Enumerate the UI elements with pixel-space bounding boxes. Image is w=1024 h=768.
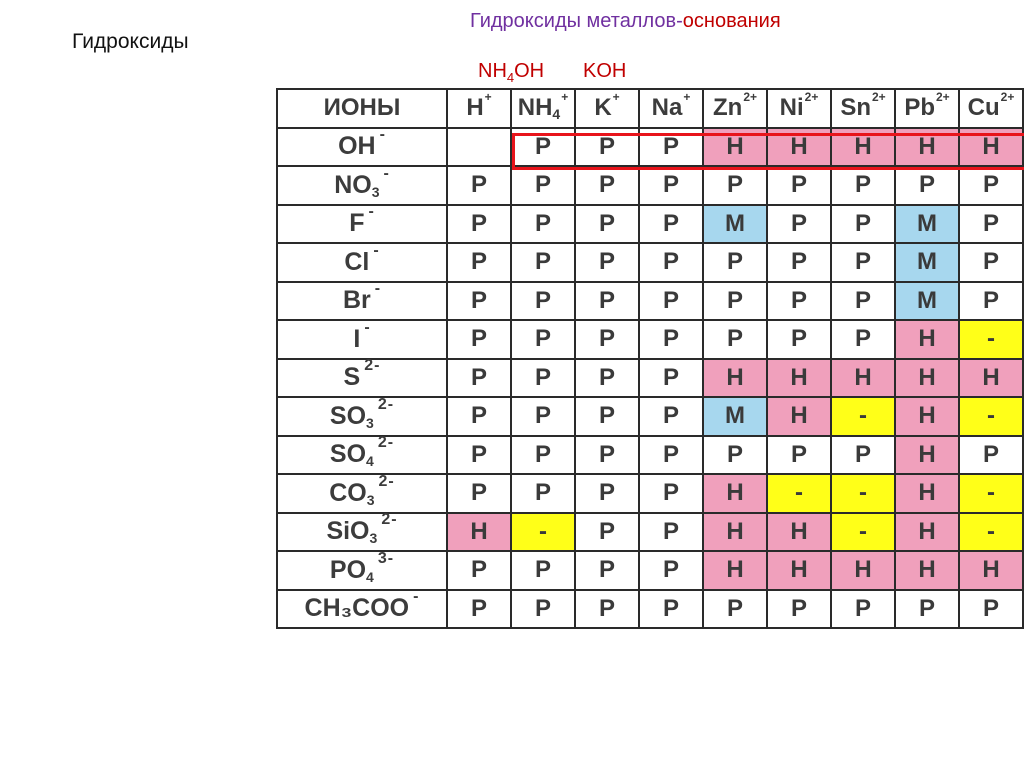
anion-charge: - [413, 588, 420, 606]
anion-cell [277, 590, 447, 629]
solubility-cell: Р [447, 397, 511, 436]
cation-symbol: H [466, 94, 484, 122]
subtitle-part-2: основания [682, 10, 781, 32]
formula-ammonium-hydroxide [478, 60, 544, 85]
anion-symbol: PO [329, 555, 367, 584]
solubility-cell: М [703, 397, 767, 436]
solubility-cell: Р [831, 320, 895, 359]
solubility-cell: Р [831, 205, 895, 244]
anion-cell [277, 397, 447, 436]
cation-charge: 2+ [804, 90, 819, 105]
solubility-cell: - [959, 320, 1023, 359]
solubility-cell: Р [575, 243, 639, 282]
solubility-cell: Р [831, 282, 895, 321]
anion-symbol: I [353, 324, 361, 353]
solubility-cell: Р [767, 205, 831, 244]
solubility-cell: Р [639, 397, 703, 436]
slide-title: Гидроксиды [72, 30, 189, 53]
table-row [277, 128, 1023, 167]
table-row [277, 590, 1023, 629]
solubility-cell: Н [959, 551, 1023, 590]
solubility-cell: Р [511, 166, 575, 205]
anion-symbol: SiO [326, 517, 370, 546]
solubility-cell: М [895, 205, 959, 244]
anion-symbol: Cl [344, 247, 370, 276]
anion-charge: - [374, 280, 382, 298]
anion-symbol: SO [329, 440, 367, 469]
solubility-cell: - [767, 474, 831, 513]
anion-subscript: 3 [366, 491, 375, 508]
solubility-cell: Н [767, 397, 831, 436]
anion-symbol: F [349, 209, 365, 238]
table-row [277, 513, 1023, 552]
table-row [277, 436, 1023, 475]
solubility-cell: Р [639, 551, 703, 590]
solubility-cell: Р [703, 436, 767, 475]
anion-subscript: 4 [366, 453, 374, 470]
anion-subscript: 3 [366, 414, 374, 431]
solubility-cell: Н [703, 474, 767, 513]
solubility-cell: Н [767, 551, 831, 590]
solubility-cell: М [895, 282, 959, 321]
solubility-cell: Р [447, 436, 511, 475]
solubility-cell: Н [831, 128, 895, 167]
formula1-base: NH [478, 60, 507, 82]
solubility-cell: Р [511, 397, 575, 436]
anion-charge: 2- [381, 511, 398, 529]
formula1-sub: 4 [506, 70, 515, 85]
solubility-cell: Р [831, 166, 895, 205]
solubility-cell: Н [959, 359, 1023, 398]
solubility-cell: Н [959, 128, 1023, 167]
solubility-cell [447, 128, 511, 167]
solubility-cell: Р [639, 320, 703, 359]
solubility-cell: Р [959, 436, 1023, 475]
anion-cell [277, 436, 447, 475]
anion-cell [277, 320, 447, 359]
cation-charge: 2+ [743, 90, 757, 105]
formula1-rest: OH [514, 60, 545, 82]
cation-header [959, 89, 1023, 128]
solubility-cell: Н [831, 359, 895, 398]
solubility-cell: Р [511, 590, 575, 629]
table-row [277, 243, 1023, 282]
solubility-cell: Р [447, 359, 511, 398]
solubility-cell: Р [447, 320, 511, 359]
solubility-cell: Н [895, 397, 959, 436]
solubility-cell: Р [831, 590, 895, 629]
solubility-cell: Р [575, 128, 639, 167]
solubility-cell: Р [511, 282, 575, 321]
cation-header [639, 89, 703, 128]
solubility-cell: Н [895, 474, 959, 513]
solubility-cell: Н [447, 513, 511, 552]
solubility-cell: - [831, 513, 895, 552]
solubility-cell: М [703, 205, 767, 244]
solubility-cell: Р [575, 474, 639, 513]
solubility-table-wrapper [276, 88, 1024, 662]
solubility-cell: М [895, 243, 959, 282]
solubility-cell: Н [895, 436, 959, 475]
cation-header [831, 89, 895, 128]
solubility-cell: Н [895, 513, 959, 552]
solubility-cell: Р [639, 590, 703, 629]
solubility-cell: Р [511, 474, 575, 513]
anion-cell [277, 359, 447, 398]
anion-cell [277, 474, 447, 513]
solubility-cell: Р [447, 474, 511, 513]
solubility-cell: Р [511, 359, 575, 398]
cation-charge: + [484, 90, 492, 105]
anion-charge: 2- [377, 434, 395, 452]
cation-symbol: Pb [904, 94, 935, 122]
solubility-cell: Р [703, 166, 767, 205]
solubility-cell: Р [767, 590, 831, 629]
cation-subscript: 4 [552, 106, 561, 123]
cation-header [703, 89, 767, 128]
cation-charge: + [612, 90, 620, 105]
cation-symbol: K [594, 94, 612, 122]
anion-symbol: Br [342, 286, 371, 315]
subtitle [470, 10, 781, 33]
anion-cell [277, 166, 447, 205]
solubility-cell: Н [703, 513, 767, 552]
solubility-cell: Р [639, 243, 703, 282]
solubility-cell: Н [767, 513, 831, 552]
solubility-cell: Р [639, 166, 703, 205]
anion-subscript: 3 [371, 183, 380, 200]
anion-symbol: CO [329, 478, 367, 507]
table-row [277, 320, 1023, 359]
solubility-cell: Р [703, 243, 767, 282]
cation-charge: 2+ [1000, 90, 1015, 105]
solubility-cell: Р [959, 590, 1023, 629]
solubility-cell: Р [895, 166, 959, 205]
solubility-cell: Р [447, 243, 511, 282]
anion-charge: - [383, 164, 390, 182]
anion-cell [277, 282, 447, 321]
solubility-cell: Р [575, 397, 639, 436]
table-row [277, 166, 1023, 205]
solubility-cell: Р [959, 282, 1023, 321]
solubility-cell: Н [703, 128, 767, 167]
solubility-cell: Р [575, 513, 639, 552]
cation-symbol: Sn [840, 94, 871, 122]
anion-cell [277, 513, 447, 552]
anion-symbol: CH₃COO [304, 594, 410, 623]
solubility-cell: Р [703, 590, 767, 629]
anion-charge: - [379, 126, 386, 144]
solubility-cell: - [959, 513, 1023, 552]
solubility-cell: Р [959, 166, 1023, 205]
cation-charge: + [683, 90, 691, 105]
solubility-cell: Н [767, 359, 831, 398]
solubility-cell: Н [895, 551, 959, 590]
anion-charge: 3- [377, 549, 395, 567]
anion-charge: 2- [377, 395, 395, 413]
solubility-cell: - [831, 397, 895, 436]
anion-symbol: NO [334, 170, 372, 199]
cation-charge: + [561, 90, 569, 105]
solubility-cell: Р [447, 166, 511, 205]
anion-charge: - [373, 241, 380, 259]
solubility-cell: Р [703, 282, 767, 321]
table-row [277, 205, 1023, 244]
anion-subscript: 4 [366, 568, 374, 585]
solubility-cell: Р [639, 436, 703, 475]
anion-symbol: SO [329, 401, 367, 430]
solubility-cell: Р [959, 205, 1023, 244]
anion-symbol: S [343, 363, 361, 392]
solubility-table [276, 88, 1024, 629]
anion-charge: 2- [378, 472, 395, 490]
corner-header: ИОНЫ [277, 89, 447, 128]
table-header-row [277, 89, 1023, 128]
anion-symbol: OH [338, 132, 376, 161]
anion-charge: - [368, 203, 375, 221]
table-row [277, 359, 1023, 398]
solubility-cell: Р [639, 513, 703, 552]
anion-charge: 2- [364, 357, 381, 375]
solubility-cell: Р [895, 590, 959, 629]
solubility-cell: Р [831, 243, 895, 282]
solubility-cell: Н [895, 320, 959, 359]
anion-charge: - [364, 318, 371, 336]
solubility-cell: - [959, 397, 1023, 436]
solubility-cell: Р [575, 205, 639, 244]
solubility-cell: Н [895, 128, 959, 167]
solubility-cell: Р [511, 243, 575, 282]
solubility-cell: Р [575, 359, 639, 398]
cation-header [575, 89, 639, 128]
solubility-cell: Р [639, 359, 703, 398]
solubility-cell: Р [575, 551, 639, 590]
anion-cell [277, 243, 447, 282]
solubility-cell: Р [447, 551, 511, 590]
cation-header [447, 89, 511, 128]
table-row [277, 397, 1023, 436]
solubility-cell: - [511, 513, 575, 552]
solubility-cell: Р [447, 282, 511, 321]
solubility-cell: Р [511, 128, 575, 167]
table-row [277, 282, 1023, 321]
solubility-cell: Р [959, 243, 1023, 282]
solubility-cell: Р [447, 590, 511, 629]
cation-symbol: Ni [779, 94, 804, 122]
formula-potassium-hydroxide: KOH [583, 60, 627, 82]
anion-cell [277, 551, 447, 590]
solubility-cell: Р [575, 320, 639, 359]
solubility-cell: Р [639, 205, 703, 244]
solubility-cell: Н [703, 551, 767, 590]
solubility-cell: Р [767, 320, 831, 359]
solubility-cell: Р [767, 166, 831, 205]
solubility-cell: Р [767, 282, 831, 321]
solubility-cell: Р [639, 474, 703, 513]
solubility-cell: Р [575, 282, 639, 321]
solubility-cell: Н [703, 359, 767, 398]
solubility-cell: Р [767, 243, 831, 282]
solubility-cell: Р [831, 436, 895, 475]
cation-symbol: Cu [967, 94, 1000, 122]
subtitle-part-1: Гидроксиды металлов- [470, 10, 683, 32]
cation-symbol: Na [651, 94, 683, 122]
cation-symbol: NH [517, 94, 553, 122]
solubility-cell: Р [767, 436, 831, 475]
cation-charge: 2+ [871, 90, 886, 105]
cation-charge: 2+ [935, 90, 950, 105]
cation-header [895, 89, 959, 128]
solubility-cell: Н [831, 551, 895, 590]
solubility-cell: Р [703, 320, 767, 359]
solubility-cell: Р [639, 128, 703, 167]
table-row [277, 474, 1023, 513]
solubility-cell: Р [447, 205, 511, 244]
solubility-cell: Р [511, 205, 575, 244]
solubility-cell: Р [575, 590, 639, 629]
anion-cell [277, 128, 447, 167]
cation-header [767, 89, 831, 128]
cation-header [511, 89, 575, 128]
solubility-cell: Р [575, 436, 639, 475]
solubility-cell: - [831, 474, 895, 513]
solubility-cell: Н [767, 128, 831, 167]
solubility-cell: Н [895, 359, 959, 398]
cation-symbol: Zn [712, 94, 743, 122]
solubility-cell: - [959, 474, 1023, 513]
solubility-cell: Р [511, 436, 575, 475]
solubility-cell: Р [511, 320, 575, 359]
anion-subscript: 3 [369, 530, 378, 547]
solubility-cell: Р [575, 166, 639, 205]
solubility-cell: Р [511, 551, 575, 590]
table-row [277, 551, 1023, 590]
anion-cell [277, 205, 447, 244]
solubility-cell: Р [639, 282, 703, 321]
